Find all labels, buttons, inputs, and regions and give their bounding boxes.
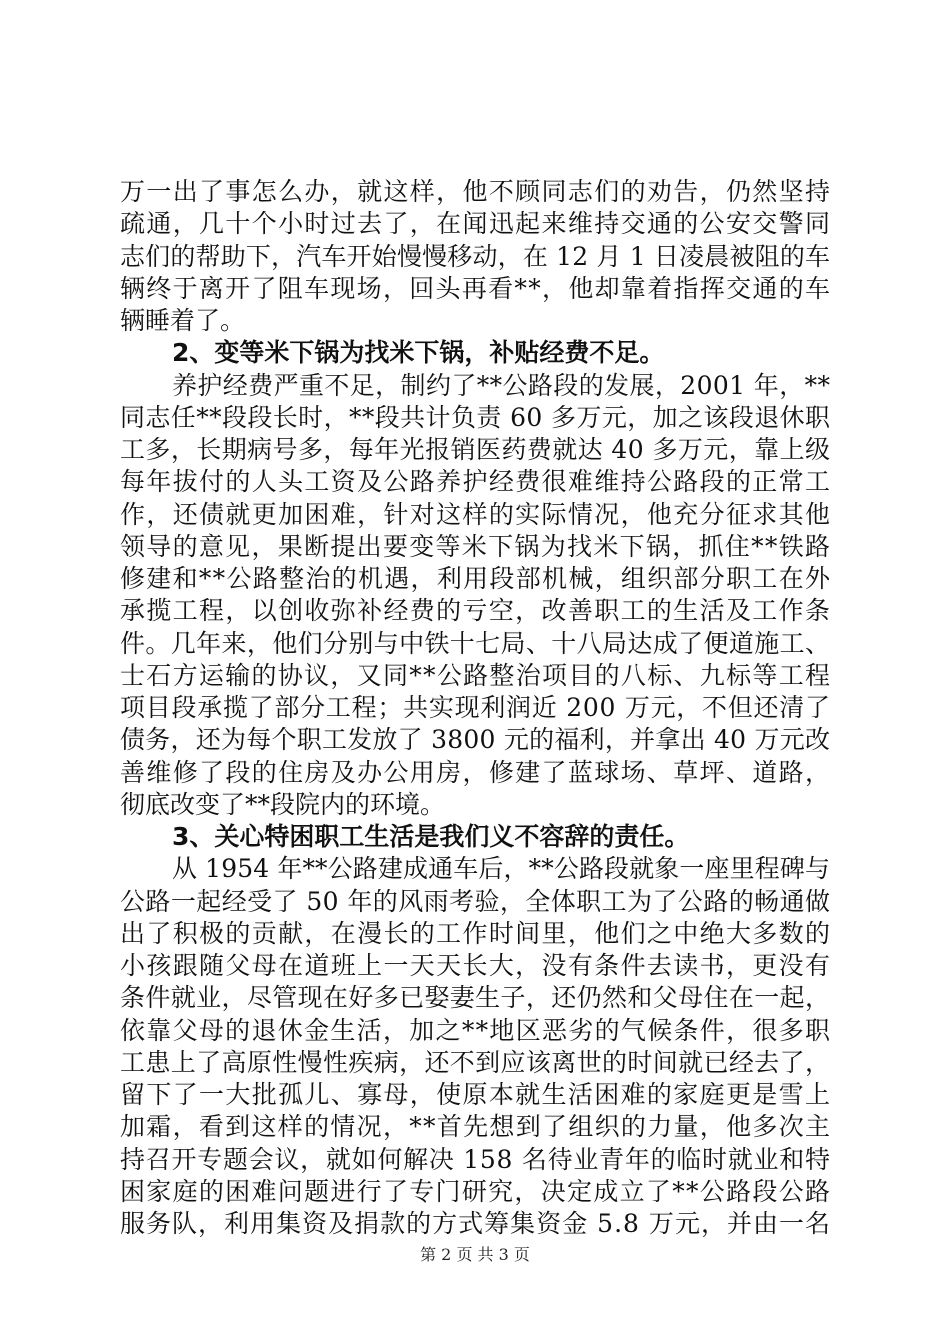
line-text: 困家庭的困难问题进行了专门研究，决定成立了**公路段公路 — [120, 1176, 832, 1206]
line-text: 领导的意见，果断提出要变等米下锅为找米下锅，抓住**铁路 — [120, 531, 832, 561]
line-text: 债务，还为每个职工发放了 3800 元的福利，并拿出 40 万元改 — [120, 725, 831, 755]
paragraph-line — [0, 499, 950, 531]
paragraph-line — [0, 595, 950, 627]
line-text: 士石方运输的协议，又同**公路整治项目的八标、九标等工程 — [120, 660, 832, 690]
paragraph-line — [0, 241, 950, 273]
line-text: 工患上了高原性慢性疾病，还不到应该离世的时间就已经去了， — [120, 1047, 831, 1077]
line-text: 服务队，利用集资及捐款的方式筹集资金 5.8 万元，并由一名 — [120, 1209, 832, 1238]
paragraph-line — [0, 176, 950, 208]
line-text: 修建和**公路整治的机遇，利用段部机械，组织部分职工在外 — [120, 564, 832, 593]
paragraph-line — [0, 660, 950, 692]
line-text: 3、关心特困职工生活是我们义不容辞的责任。 — [172, 822, 690, 851]
line-text: 加霜，看到这样的情况，**首先想到了组织的力量，他多次主 — [120, 1112, 832, 1142]
paragraph-line — [0, 757, 950, 789]
line-text: 同志任**段段长时，**段共计负责 60 多万元，加之该段退休职 — [120, 402, 831, 432]
line-text: 养护经费严重不足，制约了**公路段的发展，2001 年，** — [172, 370, 831, 400]
paragraph-line — [0, 950, 950, 982]
paragraph-line — [0, 370, 950, 402]
paragraph-line — [0, 692, 950, 724]
line-text: 辆睡着了。 — [120, 306, 246, 335]
line-text: 万一出了事怎么办，就这样，他不顾同志们的劝告，仍然坚持 — [120, 177, 832, 206]
line-text: 从 1954 年**公路建成通车后，**公路段就象一座里程碑与 — [172, 854, 831, 884]
paragraph-line — [0, 789, 950, 821]
paragraph-line — [0, 1047, 950, 1079]
line-text: 工多，长期病号多，每年光报销医药费就达 40 多万元，靠上级 — [120, 435, 831, 464]
paragraph-line — [0, 563, 950, 595]
paragraph-line — [0, 531, 950, 563]
line-text: 公路一起经受了 50 年的风雨考验，全体职工为了公路的畅通做 — [120, 886, 831, 916]
section-heading — [0, 821, 950, 853]
line-text: 作，还债就更加困难，针对这样的实际情况，他充分征求其他 — [120, 499, 832, 529]
paragraph-line — [0, 466, 950, 498]
paragraph-line — [0, 1144, 950, 1176]
line-text: 持召开专题会议，就如何解决 158 名待业青年的临时就业和特 — [120, 1144, 831, 1174]
line-text: 小孩跟随父母在道班上一天天长大，没有条件去读书，更没有 — [120, 951, 832, 980]
paragraph-line — [0, 1111, 950, 1143]
line-text: 留下了一大批孤儿、寡母，使原本就生活困难的家庭更是雪上 — [120, 1080, 832, 1109]
line-text: 出了积极的贡献，在漫长的工作时间里，他们之中绝大多数的 — [120, 918, 832, 948]
line-text: 承揽工程，以创收弥补经费的亏空，改善职工的生活及工作条 — [120, 596, 832, 626]
line-text: 2、变等米下锅为找米下锅，补贴经费不足。 — [172, 338, 665, 368]
line-text: 志们的帮助下，汽车开始慢慢移动，在 12 月 1 日凌晨被阻的车 — [120, 241, 831, 271]
page-footer: 第 2 页 共 3 页 — [420, 1245, 530, 1264]
paragraph-line — [0, 853, 950, 885]
line-text: 每年拔付的人头工资及公路养护经费很难维持公路段的正常工 — [120, 467, 832, 497]
paragraph-line — [0, 628, 950, 660]
paragraph-line — [0, 886, 950, 918]
line-text: 彻底改变了**段院内的环境。 — [120, 789, 446, 819]
line-text: 疏通，几十个小时过去了，在闻迅起来维持交通的公安交警同 — [120, 209, 832, 239]
paragraph-line — [0, 402, 950, 434]
paragraph-line — [0, 305, 950, 337]
paragraph-line — [0, 1079, 950, 1111]
paragraph-line — [0, 1208, 950, 1240]
paragraph-line — [0, 918, 950, 950]
paragraph-line — [0, 434, 950, 466]
paragraph-line — [0, 1176, 950, 1208]
paragraph-line — [0, 273, 950, 305]
line-text: 善维修了段的住房及办公用房，修建了蓝球场、草坪、道路， — [120, 757, 832, 787]
line-text: 条件就业，尽管现在好多已娶妻生子，还仍然和父母住在一起， — [120, 983, 831, 1013]
paragraph-line — [0, 724, 950, 756]
line-text: 辆终于离开了阻车现场，回头再看**，他却靠着指挥交通的车 — [120, 273, 832, 303]
line-text: 项目段承揽了部分工程；共实现利润近 200 万元，不但还清了 — [120, 693, 831, 722]
line-text: 件。几年来，他们分别与中铁十七局、十八局达成了便道施工、 — [120, 628, 831, 658]
paragraph-line — [0, 982, 950, 1014]
paragraph-line — [0, 208, 950, 240]
section-heading — [0, 337, 950, 369]
paragraph-line — [0, 1015, 950, 1047]
line-text: 依靠父母的退休金生活，加之**地区恶劣的气候条件，很多职 — [120, 1015, 832, 1045]
